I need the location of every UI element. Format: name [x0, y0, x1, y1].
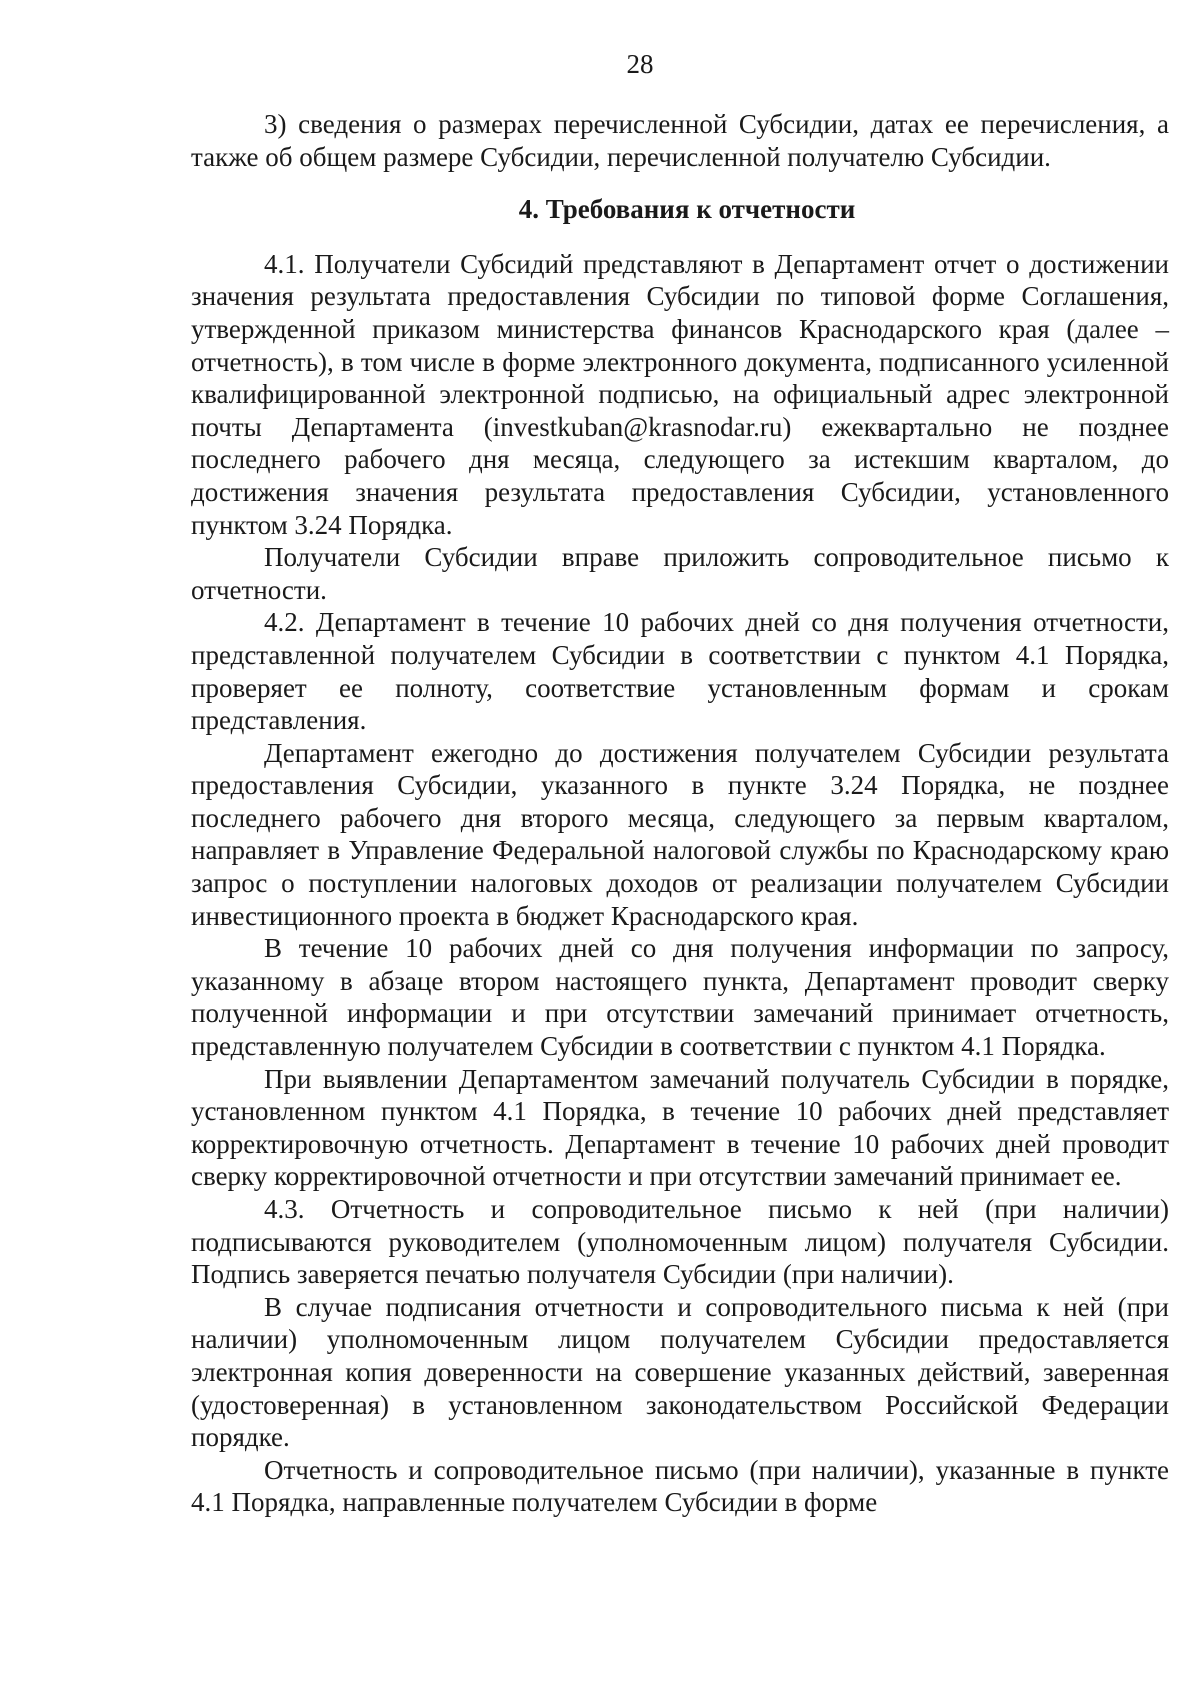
paragraph-reconciliation: В течение 10 рабочих дней со дня получения информации по запросу, указанному в абзаце втором настоящего пункта, Департамент проводит сверку полученной информации и при отсутствии замечаний принимает отчетность, представленную получателем Субсидии в соответствии с пунктом 4.1 Порядка.	[191, 933, 1169, 1062]
paragraph-4-1: 4.1. Получатели Субсидий представляют в Департамент отчет о достижении значения результата предоставления Субсидии по типовой форме Соглашения, утвержденной приказом министерства финансов Краснодарского края (далее – отчетность), в том числе в форме электронного документа, подписанного усиленной квалифицированной электронной подписью, на официальный адрес электронной почты Департамента (investkuban@krasnodar.ru) ежеквартально не позднее последнего рабочего дня месяца, следующего за истекшим кварталом, до достижения значения результата предоставления Субсидии, установленного пунктом 3.24 Порядка.	[191, 248, 1169, 540]
paragraph-cover-letter: Получатели Субсидии вправе приложить сопроводительное письмо к отчетности.	[191, 542, 1169, 605]
document-body	[191, 108, 1169, 1519]
paragraph-annual-request: Департамент ежегодно до достижения получателем Субсидии результата предоставления Субсидии, указанного в пункте 3.24 Порядка, не позднее последнего рабочего дня второго месяца, следующего за первым кварталом, направляет в Управление Федеральной налоговой службы по Краснодарскому краю запрос о поступлении налоговых доходов от реализации получателем Субсидии инвестиционного проекта в бюджет Краснодарского края.	[191, 737, 1169, 931]
paragraph-power-of-attorney: В случае подписания отчетности и сопроводительного письма к ней (при наличии) уполномоченным лицом получателем Субсидии предоставляется электронная копия доверенности на совершение указанных действий, заверенная (удостоверенная) в установленном законодательством Российской Федерации порядке.	[191, 1291, 1169, 1453]
paragraph-electronic-form: Отчетность и сопроводительное письмо (при наличии), указанные в пункте 4.1 Порядка, направленные получателем Субсидии в форме	[191, 1454, 1169, 1518]
page-number: 28	[626, 49, 654, 79]
paragraph-4-2: 4.2. Департамент в течение 10 рабочих дней со дня получения отчетности, представленной получателем Субсидии в соответствии с пунктом 4.1 Порядка, проверяет ее полноту, соответствие установленным формам и срокам представления.	[191, 607, 1169, 736]
paragraph-corrections: При выявлении Департаментом замечаний получатель Субсидии в порядке, установленном пунктом 4.1 Порядка, в течение 10 рабочих дней представляет корректировочную отчетность. Департамент в течение 10 рабочих дней проводит сверку корректировочной отчетности и при отсутствии замечаний принимает ее.	[191, 1063, 1169, 1192]
intro-paragraph: 3) сведения о размерах перечисленной Субсидии, датах ее перечисления, а также об общем размере Субсидии, перечисленной получателю Субсидии.	[191, 109, 1169, 172]
section-heading: 4. Требования к отчетности	[518, 194, 856, 225]
paragraph-4-3: 4.3. Отчетность и сопроводительное письмо к ней (при наличии) подписываются руководителем (уполномоченным лицом) получателя Субсидии. Подпись заверяется печатью получателя Субсидии (при наличии).	[191, 1194, 1169, 1290]
